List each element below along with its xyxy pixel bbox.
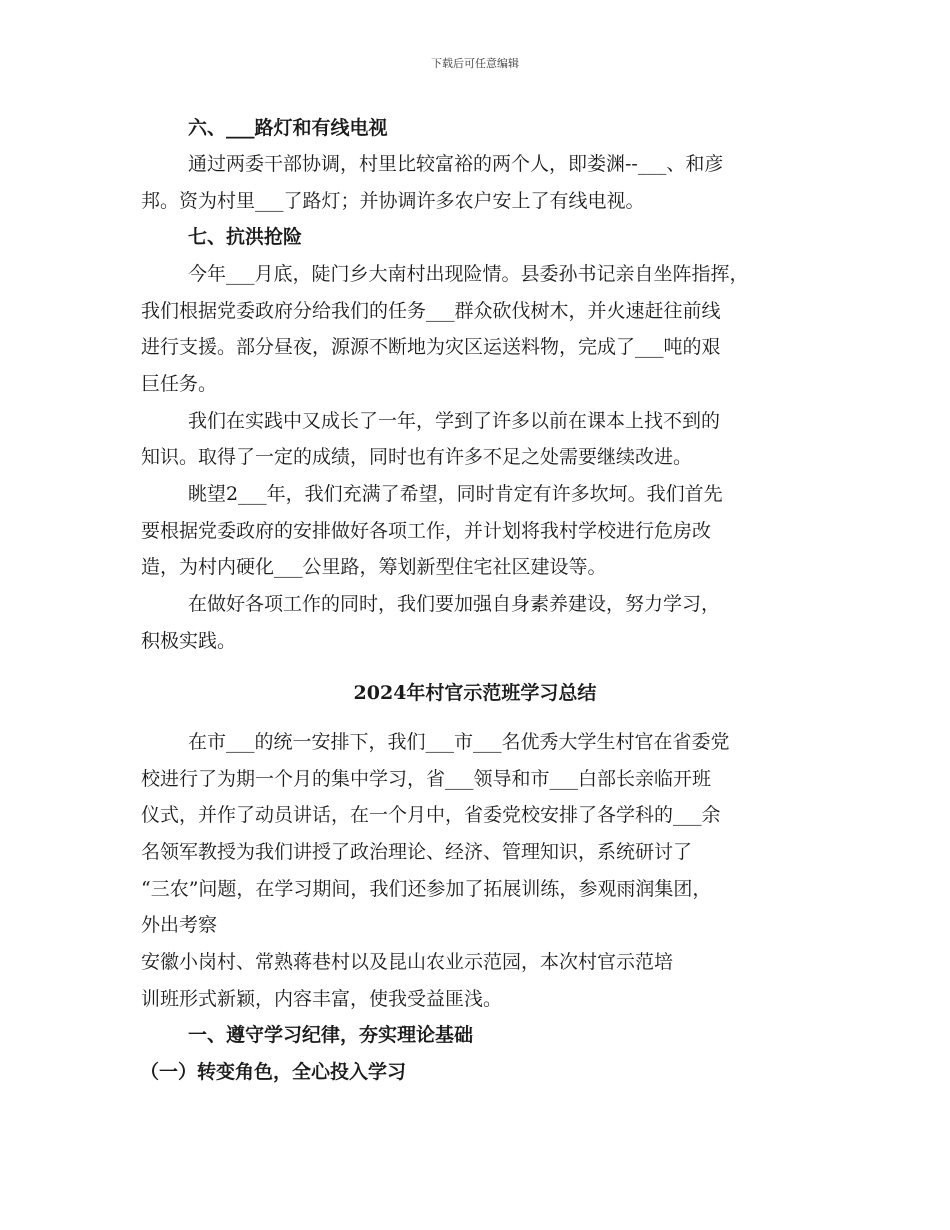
paragraph-line: 进行支援。部分昼夜，源源不断地为灾区运送料物，完成了___吨的艰 bbox=[141, 336, 721, 358]
subsection-heading: （一）转变角色，全心投入学习 bbox=[140, 1061, 407, 1083]
paragraph-line: 巨任务。 bbox=[141, 373, 218, 395]
paragraph-line: 造，为村内硬化___公里路，筹划新型住宅社区建设等。 bbox=[141, 556, 607, 578]
paragraph-line: 在做好各项工作的同时，我们要加强自身素养建设，努力学习， bbox=[188, 593, 721, 615]
paragraph-line: 我们在实践中又成长了一年，学到了许多以前在课本上找不到的 bbox=[188, 410, 721, 432]
paragraph-line: 外出考察 bbox=[141, 914, 218, 936]
paragraph-line: 安徽小岗村、常熟蒋巷村以及昆山农业示范园，本次村官示范培 bbox=[141, 951, 674, 973]
paragraph-line: 要根据党委政府的安排做好各项工作，并计划将我村学校进行危房改 bbox=[141, 520, 712, 542]
paragraph-line: 今年___月底，陡门乡大南村出现险情。县委孙书记亲自坐阵指挥， bbox=[188, 263, 749, 285]
paragraph-line: 积极实践。 bbox=[141, 630, 237, 652]
paragraph-line: 邦。资为村里___了路灯；并协调许多农户安上了有线电视。 bbox=[141, 190, 645, 212]
paragraph-line: 训班形式新颖，内容丰富，使我受益匪浅。 bbox=[141, 988, 503, 1010]
paragraph-line: 仪式，并作了动员讲话，在一个月中，省委党校安排了各学科的___余 bbox=[141, 804, 721, 826]
paragraph-line: “三农”问题，在学习期间，我们还参加了拓展训练，参观雨润集团， bbox=[141, 878, 712, 900]
section-heading: 一、遵守学习纪律，夯实理论基础 bbox=[188, 1024, 474, 1046]
paragraph-line: 我们根据党委政府分给我们的任务___群众砍伐树木，并火速赶往前线 bbox=[141, 300, 721, 322]
paragraph-line: 名领军教授为我们讲授了政治理论、经济、管理知识，系统研讨了 bbox=[141, 841, 693, 863]
paragraph-line: 通过两委干部协调，村里比较富裕的两个人，即娄渊--___、和彦 bbox=[188, 153, 724, 175]
paragraph-line: 知识。取得了一定的成绩，同时也有许多不足之处需要继续改进。 bbox=[141, 446, 693, 468]
section-heading: 六、___路灯和有线电视 bbox=[188, 117, 388, 139]
document-title: 2024年村官示范班学习总结 bbox=[353, 682, 597, 704]
paragraph-line: 在市___的统一安排下，我们___市___名优秀大学生村官在省委党 bbox=[188, 731, 730, 753]
section-heading: 七、抗洪抢险 bbox=[188, 226, 303, 248]
page-header: 下载后可任意编辑 bbox=[431, 57, 519, 70]
paragraph-line: 校进行了为期一个月的集中学习，省___领导和市___白部长亲临开班 bbox=[141, 768, 712, 790]
paragraph-line: 眺望2___年，我们充满了希望，同时肯定有许多坎坷。我们首先 bbox=[188, 483, 723, 505]
